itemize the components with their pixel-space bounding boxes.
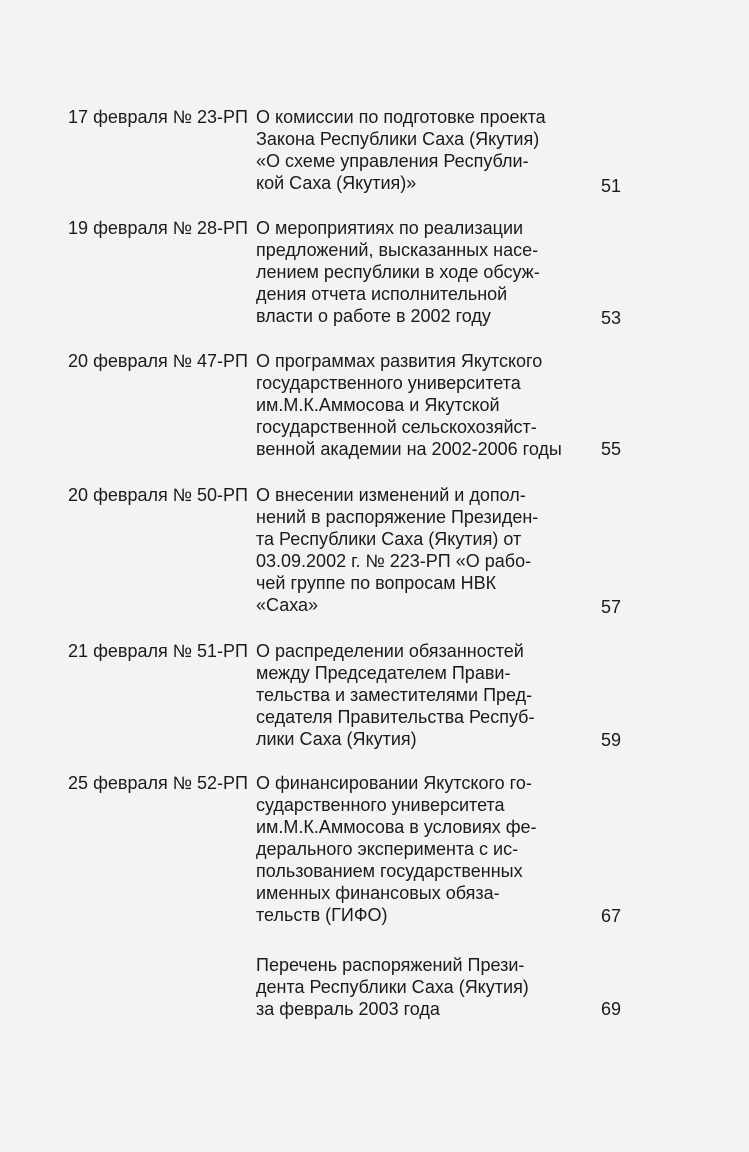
- title-line: О комиссии по подготовке проекта: [256, 107, 546, 127]
- title-line: тельств (ГИФО): [256, 905, 388, 925]
- title-line: именных финансовых обяза-: [256, 883, 500, 903]
- title-line: кой Саха (Якутия)»: [256, 173, 417, 193]
- title-line: та Республики Саха (Якутия) от: [256, 529, 522, 549]
- title-line: венной академии на 2002-2006 годы: [256, 439, 562, 459]
- title-line: государственной сельскохозяйст-: [256, 417, 537, 437]
- title-line: дения отчета исполнительной: [256, 284, 508, 304]
- title-line: «О схеме управления Республи-: [256, 151, 529, 171]
- entry-page-number: 51: [601, 176, 622, 196]
- title-line: седателя Правительства Респуб-: [256, 707, 535, 727]
- entry-title: [256, 484, 601, 616]
- entry-page-number: 67: [601, 906, 622, 926]
- entry-title: [256, 640, 601, 750]
- title-line: между Председателем Прави-: [256, 663, 511, 683]
- entry-page-number: 69: [601, 999, 622, 1019]
- title-line: предложений, высказанных насе-: [256, 240, 539, 260]
- entry-date: 25 февраля № 52-РП: [68, 773, 248, 793]
- title-line: им.М.К.Аммосова и Якутской: [256, 395, 500, 415]
- title-line: О программах развития Якутского: [256, 351, 543, 371]
- title-line: нений в распоряжение Президен-: [256, 507, 539, 527]
- entry-date: 20 февраля № 50-РП: [68, 485, 248, 505]
- title-line: тельства и заместителями Пред-: [256, 685, 533, 705]
- title-line: государственного университета: [256, 373, 521, 393]
- entry-date: 21 февраля № 51-РП: [68, 641, 248, 661]
- entry-page-number: 53: [601, 308, 622, 328]
- title-line: дерального эксперимента с ис-: [256, 839, 519, 859]
- title-line: О распределении обязанностей: [256, 641, 524, 661]
- title-line: власти о работе в 2002 году: [256, 306, 491, 326]
- title-line: Закона Республики Саха (Якутия): [256, 129, 540, 149]
- entry-page-number: 59: [601, 730, 622, 750]
- title-line: им.М.К.Аммосова в условиях фе-: [256, 817, 537, 837]
- entry-title: [256, 772, 601, 926]
- title-line: О финансировании Якутского го-: [256, 773, 532, 793]
- title-line: дента Республики Саха (Якутия): [256, 977, 529, 997]
- entry-date: 17 февраля № 23-РП: [68, 107, 248, 127]
- title-line: О внесении изменений и допол-: [256, 485, 526, 505]
- entry-page-number: 57: [601, 597, 622, 617]
- entry-title: [256, 954, 601, 1020]
- entry-title: [256, 217, 601, 327]
- title-line: «Саха»: [256, 595, 319, 615]
- title-line: сударственного университета: [256, 795, 505, 815]
- entry-title: [256, 350, 601, 460]
- entry-page-number: 55: [601, 439, 622, 459]
- title-line: лением республики в ходе обсуж-: [256, 262, 540, 282]
- title-line: Перечень распоряжений Прези-: [256, 955, 525, 975]
- entry-title: [256, 106, 601, 194]
- title-line: чей группе по вопросам НВК: [256, 573, 497, 593]
- title-line: О мероприятиях по реализации: [256, 218, 524, 238]
- title-line: лики Саха (Якутия): [256, 729, 417, 749]
- title-line: за февраль 2003 года: [256, 999, 440, 1019]
- title-line: пользованием государственных: [256, 861, 523, 881]
- entry-date: 19 февраля № 28-РП: [68, 218, 248, 238]
- entry-date: 20 февраля № 47-РП: [68, 351, 248, 371]
- title-line: 03.09.2002 г. № 223-РП «О рабо-: [256, 551, 532, 571]
